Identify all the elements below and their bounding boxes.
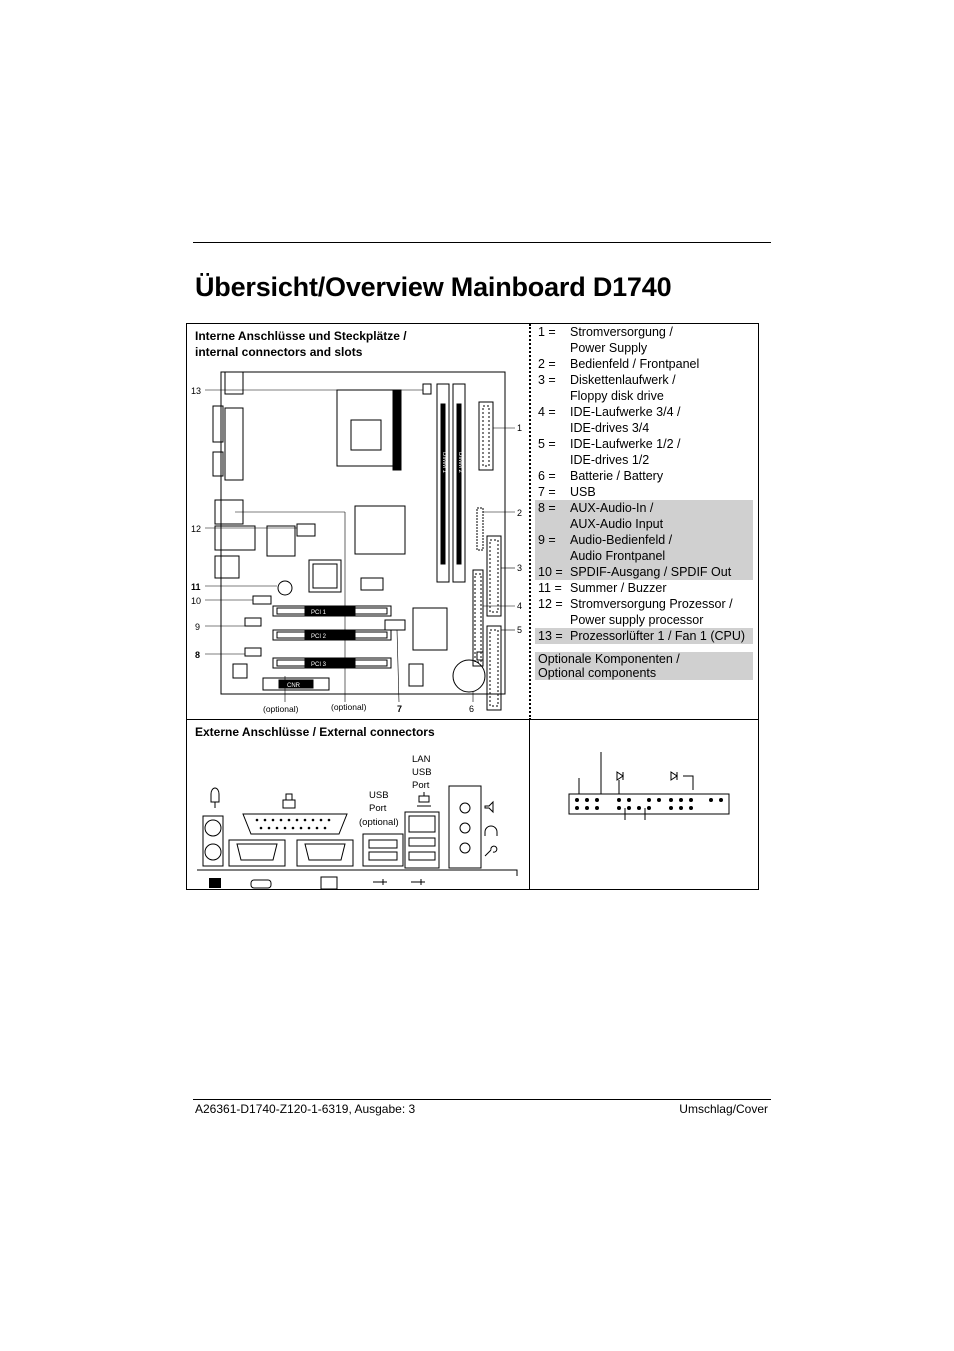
- legend-description: [570, 484, 753, 500]
- northbridge: [355, 506, 405, 554]
- legend-description: [570, 564, 753, 580]
- audio-jack-panel: [449, 786, 481, 868]
- optional-components-note: [535, 652, 753, 680]
- io-parallel-body: [225, 408, 243, 480]
- legend-description: [570, 468, 753, 484]
- mouse-icon: [211, 788, 219, 808]
- legend-number: 1 =: [538, 325, 556, 339]
- cpu-socket: [337, 390, 399, 466]
- optional-label-right: (optional): [331, 702, 367, 712]
- cnr-label: CNR: [287, 683, 300, 689]
- legend-item: [535, 628, 753, 644]
- usb-port-label-2: Port: [369, 803, 387, 814]
- cpu-socket-lever: [393, 390, 401, 470]
- legend-list: [535, 324, 753, 680]
- legend-number: 10 =: [538, 565, 563, 579]
- legend-number: 8 =: [538, 501, 556, 515]
- top-rule: [193, 242, 771, 243]
- network-icon: [417, 792, 431, 806]
- legend-item: [535, 468, 753, 484]
- ps2-keyboard-port: [205, 844, 221, 860]
- legend-description: [570, 324, 753, 356]
- legend-description: [570, 596, 753, 628]
- legend-number: 7 =: [538, 485, 556, 499]
- legend-line: Audio Frontpanel: [570, 549, 666, 563]
- dimm-2-label: DIMM 2: [457, 452, 463, 473]
- legend-number: 5 =: [538, 437, 556, 451]
- io-ps2-block: [225, 372, 243, 394]
- legend-number: 2 =: [538, 357, 556, 371]
- dotted-divider: [529, 324, 531, 720]
- section-label: Umschlag/Cover: [679, 1102, 768, 1116]
- serial-icon: [251, 880, 271, 888]
- ps2-mouse-port: [205, 820, 221, 836]
- mic-jack: [460, 843, 470, 853]
- legend-number: 9 =: [538, 533, 556, 547]
- fan-header: [423, 384, 431, 394]
- chip-small: [267, 526, 295, 556]
- callout-13: 13: [191, 386, 202, 396]
- legend-line: Batterie / Battery: [570, 469, 664, 483]
- mainboard-diagram: [187, 364, 527, 716]
- legend-line: USB: [570, 485, 596, 499]
- cpu-core: [351, 420, 381, 450]
- callout-9: 9: [195, 622, 201, 632]
- legend-item: [535, 564, 753, 580]
- legend-number: 12 =: [538, 597, 563, 611]
- document-number: A26361-D1740-Z120-1-6319, Ausgabe: 3: [195, 1102, 416, 1116]
- audio-chip: [233, 664, 247, 678]
- floppy-connector: [487, 536, 501, 616]
- row-divider: [187, 719, 758, 720]
- legend-description: [570, 532, 753, 564]
- header-9: [245, 618, 261, 626]
- usb-icon-1: [373, 879, 387, 885]
- usb-header: [385, 620, 405, 630]
- legend-description: [570, 372, 753, 404]
- io-audio: [215, 556, 239, 578]
- legend-description: [570, 404, 753, 436]
- legend-item: [535, 372, 753, 404]
- printer-icon: [283, 794, 295, 808]
- audio-header-pin-diagram: [531, 742, 759, 890]
- led-icon-2: [671, 772, 693, 790]
- cpu-power-header: [297, 524, 315, 536]
- legend-item: [535, 484, 753, 500]
- legend-number: 6 =: [538, 469, 556, 483]
- legend-item: [535, 324, 753, 356]
- legend-line: Audio-Bedienfeld /: [570, 533, 673, 547]
- legend-number: 3 =: [538, 373, 556, 387]
- callout-2: 2: [517, 508, 523, 518]
- legend-line: Prozessorlüfter 1 / Fan 1 (CPU): [570, 629, 746, 643]
- legend-description: [570, 500, 753, 532]
- legend-item: [535, 404, 753, 436]
- led-icon-1: [617, 772, 623, 794]
- legend-item: [535, 436, 753, 468]
- legend-description: [570, 356, 753, 372]
- lan-usb-label-2: USB: [412, 767, 432, 778]
- parallel-port: [243, 814, 347, 834]
- legend-item: [535, 356, 753, 372]
- dimm-1-label: DIMM 1: [441, 452, 447, 473]
- legend-line: SPDIF-Ausgang / SPDIF Out: [570, 565, 732, 579]
- header-8: [245, 648, 261, 656]
- callout-8: 8: [195, 650, 201, 660]
- legend-number: 13 =: [538, 629, 563, 643]
- callout-6: 6: [469, 704, 475, 714]
- legend-line: IDE-drives 1/2: [570, 453, 650, 467]
- overview-table: [186, 323, 759, 890]
- usb-port-label-3: (optional): [359, 817, 399, 828]
- bottom-rule: [193, 1099, 771, 1100]
- chip-pattern: [309, 560, 341, 592]
- legend-line: IDE-Laufwerke 3/4 /: [570, 405, 681, 419]
- optional-components-line: Optionale Komponenten /: [538, 652, 680, 666]
- pci-2-label: PCI 2: [311, 634, 327, 640]
- page-title: Übersicht/Overview Mainboard D1740: [195, 272, 672, 302]
- callout-10: 10: [191, 596, 202, 606]
- legend-line: Power supply processor: [570, 613, 704, 627]
- clock-chip: [409, 664, 423, 686]
- legend-number: 4 =: [538, 405, 556, 419]
- battery: [453, 660, 485, 692]
- legend-line: AUX-Audio-In /: [570, 501, 654, 515]
- external-connectors-diagram: [187, 742, 527, 890]
- headphone-icon: [485, 826, 497, 836]
- callout-1: 1: [517, 423, 523, 433]
- optional-label-left: (optional): [263, 704, 299, 714]
- io-shield-base: [197, 870, 517, 876]
- legend-description: [570, 580, 753, 596]
- spdif-header: [253, 596, 271, 604]
- line-in-jack: [460, 803, 470, 813]
- legend-line: IDE-drives 3/4: [570, 421, 650, 435]
- legend-line: Stromversorgung /: [570, 325, 673, 339]
- pin-header-body: [569, 794, 729, 814]
- callout-5: 5: [517, 625, 523, 635]
- legend-number: 11 =: [538, 581, 562, 595]
- callout-12: 12: [191, 524, 202, 534]
- legend-line: Diskettenlaufwerk /: [570, 373, 676, 387]
- speaker-icon: [485, 802, 493, 812]
- callout-4: 4: [517, 601, 523, 611]
- pci-3-label: PCI 3: [311, 662, 327, 668]
- legend-line: Bedienfeld / Frontpanel: [570, 357, 700, 371]
- callout-3: 3: [517, 563, 523, 573]
- usb-port-optional: [363, 834, 403, 866]
- ide-connector-1: [487, 626, 501, 710]
- legend-item: [535, 532, 753, 564]
- legend-item: [535, 596, 753, 628]
- buzzer: [278, 581, 292, 595]
- line-out-jack: [460, 823, 470, 833]
- internal-heading-line1: Interne Anschlüsse und Steckplätze /: [195, 329, 407, 343]
- internal-heading-line2: internal connectors and slots: [195, 345, 363, 359]
- serial-port-1: [229, 840, 285, 866]
- optional-components-line: Optional components: [538, 666, 657, 680]
- external-connectors-heading: Externe Anschlüsse / External connectors: [195, 725, 435, 739]
- serial-port-2: [297, 840, 353, 866]
- lan-usb-label-1: LAN: [412, 754, 431, 765]
- legend-line: Power Supply: [570, 341, 648, 355]
- legend-line: IDE-Laufwerke 1/2 /: [570, 437, 681, 451]
- legend-line: Floppy disk drive: [570, 389, 664, 403]
- legend-item: [535, 580, 753, 596]
- column-divider: [529, 720, 530, 890]
- callout-11: 11: [191, 582, 201, 592]
- lan-usb-label-3: Port: [412, 780, 430, 791]
- power-connector: [479, 402, 493, 470]
- legend-description: [570, 628, 753, 644]
- legend-line: Summer / Buzzer: [570, 581, 667, 595]
- monitor-icon: [321, 877, 337, 889]
- legend-line: Stromversorgung Prozessor /: [570, 597, 733, 611]
- pci-1-label: PCI 1: [311, 610, 327, 616]
- usb-icon-2: [411, 879, 425, 885]
- front-panel-header: [477, 508, 483, 550]
- usb-port-label-1: USB: [369, 790, 389, 801]
- legend-item: [535, 500, 753, 532]
- microphone-icon: [485, 846, 497, 856]
- keyboard-icon: [209, 878, 221, 888]
- chip-flat: [361, 578, 383, 590]
- legend-description: [570, 436, 753, 468]
- southbridge: [413, 608, 447, 650]
- internal-connectors-heading: [195, 328, 515, 360]
- legend-line: AUX-Audio Input: [570, 517, 664, 531]
- callout-7: 7: [397, 704, 403, 714]
